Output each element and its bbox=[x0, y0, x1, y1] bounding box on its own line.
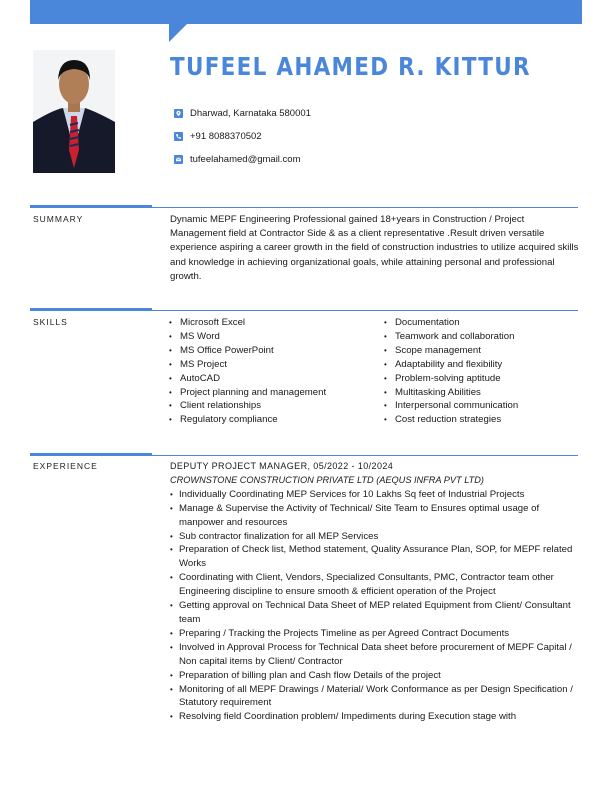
contact-phone-text[interactable]: +91 8088370502 bbox=[190, 131, 262, 142]
skill-item: • Microsoft Excel bbox=[169, 316, 326, 330]
responsibility-item: • Getting approval on Technical Data Sheet of MEP related Equipment from Client/ Consultant team bbox=[170, 599, 582, 627]
responsibility-item: • Preparation of Check list, Method statement, Quality Assurance Plan, SOP, for MEPF related Works bbox=[170, 543, 582, 571]
section-divider-accent bbox=[30, 308, 152, 311]
responsibility-item: • Individually Coordinating MEP Services for 10 Lakhs Sq feet of Industrial Projects bbox=[170, 488, 582, 502]
contact-phone bbox=[174, 131, 262, 142]
phone-icon bbox=[174, 132, 183, 141]
experience-entry bbox=[170, 460, 582, 724]
responsibility-item: • Coordinating with Client, Vendors, Specialized Consultants, PMC, Contractor team other Engineering discipline to ensure smooth & efficient operation of the Project bbox=[170, 571, 582, 599]
profile-photo bbox=[33, 50, 115, 173]
responsibility-item: • Preparing / Tracking the Projects Timeline as per Agreed Contract Documents bbox=[170, 627, 582, 641]
responsibilities-list bbox=[170, 488, 582, 724]
skill-item: • AutoCAD bbox=[169, 372, 326, 386]
header-tab-accent bbox=[169, 24, 187, 42]
skill-item: • Problem-solving aptitude bbox=[384, 372, 518, 386]
responsibility-item: • Monitoring of all MEPF Drawings / Material/ Work Conformance as per Design Specification / Statutory requirement bbox=[170, 683, 582, 711]
skill-item: • Documentation bbox=[384, 316, 518, 330]
responsibility-item: • Sub contractor finalization for all MEP Services bbox=[170, 530, 582, 544]
skill-item: • MS Office PowerPoint bbox=[169, 344, 326, 358]
contact-location-text: Dharwad, Karnataka 580001 bbox=[190, 108, 311, 119]
contact-email bbox=[174, 154, 301, 165]
skill-item: • Project planning and management bbox=[169, 386, 326, 400]
responsibility-item: • Resolving field Coordination problem/ Impediments during Execution stage with bbox=[170, 710, 582, 724]
responsibility-item: • Involved in Approval Process for Technical Data sheet before procurement of MEPF Capital / Non capital items by Client/ Contractor bbox=[170, 641, 582, 669]
email-icon bbox=[174, 155, 183, 164]
skill-item: • Scope management bbox=[384, 344, 518, 358]
summary-text: Dynamic MEPF Engineering Professional gained 18+years in Construction / Project Management field at Contractor Side & as a client representative .Result driven versatile experience aspiring a career growth in the field of construction industries to utilize acquired skills and knowledge in achieving organizational goals, while attaining personal and professional growth. bbox=[170, 214, 579, 282]
header-bar bbox=[30, 0, 582, 24]
skill-item: • Client relationships bbox=[169, 399, 326, 413]
section-label-summary: SUMMARY bbox=[33, 214, 84, 224]
responsibility-item: • Preparation of billing plan and Cash flow Details of the project bbox=[170, 669, 582, 683]
section-divider-accent bbox=[30, 453, 152, 456]
responsibility-item: • Manage & Supervise the Activity of Technical/ Site Team to Ensures optimal usage of manpower and resources bbox=[170, 502, 582, 530]
skill-item: • Regulatory compliance bbox=[169, 413, 326, 427]
skill-item: • MS Project bbox=[169, 358, 326, 372]
skill-item: • Adaptability and flexibility bbox=[384, 358, 518, 372]
section-label-skills: SKILLS bbox=[33, 317, 68, 327]
skill-item: • Teamwork and collaboration bbox=[384, 330, 518, 344]
skill-item: • Cost reduction strategies bbox=[384, 413, 518, 427]
section-divider-accent bbox=[30, 205, 152, 208]
candidate-name: TUFEEL AHAMED R. KITTUR bbox=[170, 52, 531, 81]
skill-item: • Multitasking Abilities bbox=[384, 386, 518, 400]
location-pin-icon bbox=[174, 109, 183, 118]
skills-list-left bbox=[169, 316, 326, 427]
section-label-experience: EXPERIENCE bbox=[33, 461, 98, 471]
skills-list-right bbox=[384, 316, 518, 427]
contact-email-text[interactable]: tufeelahamed@gmail.com bbox=[190, 154, 301, 165]
contact-location bbox=[174, 108, 311, 119]
company-name: CROWNSTONE CONSTRUCTION PRIVATE LTD (AEQUS INFRA PVT LTD) bbox=[170, 474, 484, 485]
skill-item: • MS Word bbox=[169, 330, 326, 344]
skill-item: • Interpersonal communication bbox=[384, 399, 518, 413]
job-title: DEPUTY PROJECT MANAGER, 05/2022 - 10/2024 bbox=[170, 461, 394, 471]
